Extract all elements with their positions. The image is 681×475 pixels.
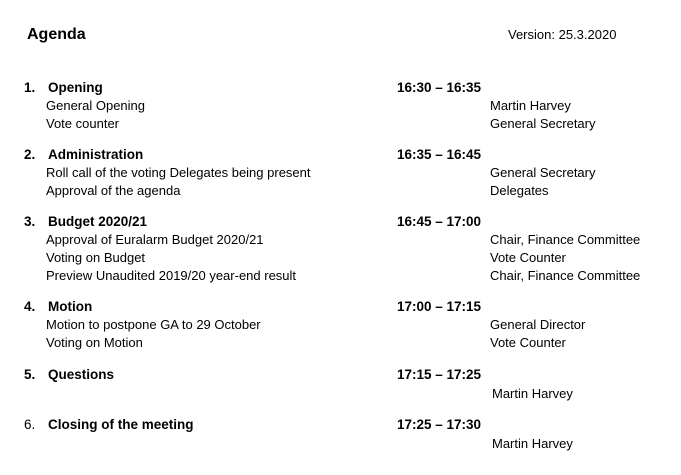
person: Martin Harvey [490,98,571,113]
item-time: 16:30 – 16:35 [397,80,482,95]
subitem: Approval of the agenda [46,183,181,198]
version-label: Version: 25.3.2020 [508,27,617,42]
item-people [490,231,640,285]
item-heading: Closing of the meeting [48,417,194,432]
item-number: 2. [24,147,36,162]
subitem: Voting on Motion [46,335,143,350]
item-heading: Administration [48,147,144,162]
person: Martin Harvey [492,436,573,451]
item-time: 17:25 – 17:30 [397,417,482,432]
subitem: Preview Unaudited 2019/20 year-end result [46,268,297,283]
item-time: 16:35 – 16:45 [397,147,482,162]
subitem: Approval of Euralarm Budget 2020/21 [46,232,264,247]
item-time: 17:00 – 17:15 [397,299,482,314]
item-heading: Questions [48,367,115,382]
subitem: Roll call of the voting Delegates being present [46,165,311,180]
item-number: 5. [24,367,36,382]
subitem: Motion to postpone GA to 29 October [46,317,261,332]
subitem: Voting on Budget [46,250,146,265]
person: Chair, Finance Committee [490,268,641,283]
item-number: 4. [24,299,36,314]
person: Delegates [490,183,549,198]
person: General Director [490,317,586,332]
subitem: Vote counter [46,116,119,131]
item-subitems [46,231,296,285]
item-people [490,164,596,200]
item-number: 3. [24,214,36,229]
subitem: General Opening [46,98,146,113]
item-number: 1. [24,80,36,95]
person: General Secretary [490,116,596,131]
person: Martin Harvey [492,386,573,401]
item-subitems [46,316,261,352]
item-heading: Opening [48,80,103,95]
page-title: Agenda [27,26,86,43]
item-people [492,435,573,453]
item-number: 6. [24,417,36,432]
person: Vote Counter [490,250,566,265]
item-time: 16:45 – 17:00 [397,214,482,229]
item-people [492,385,573,403]
item-subitems [46,97,145,133]
person: Chair, Finance Committee [490,232,641,247]
person: General Secretary [490,165,596,180]
item-people [490,316,585,352]
item-subitems [46,164,311,200]
item-people [490,97,596,133]
item-heading: Motion [48,299,93,314]
person: Vote Counter [490,335,566,350]
item-time: 17:15 – 17:25 [397,367,482,382]
item-heading: Budget 2020/21 [48,214,148,229]
